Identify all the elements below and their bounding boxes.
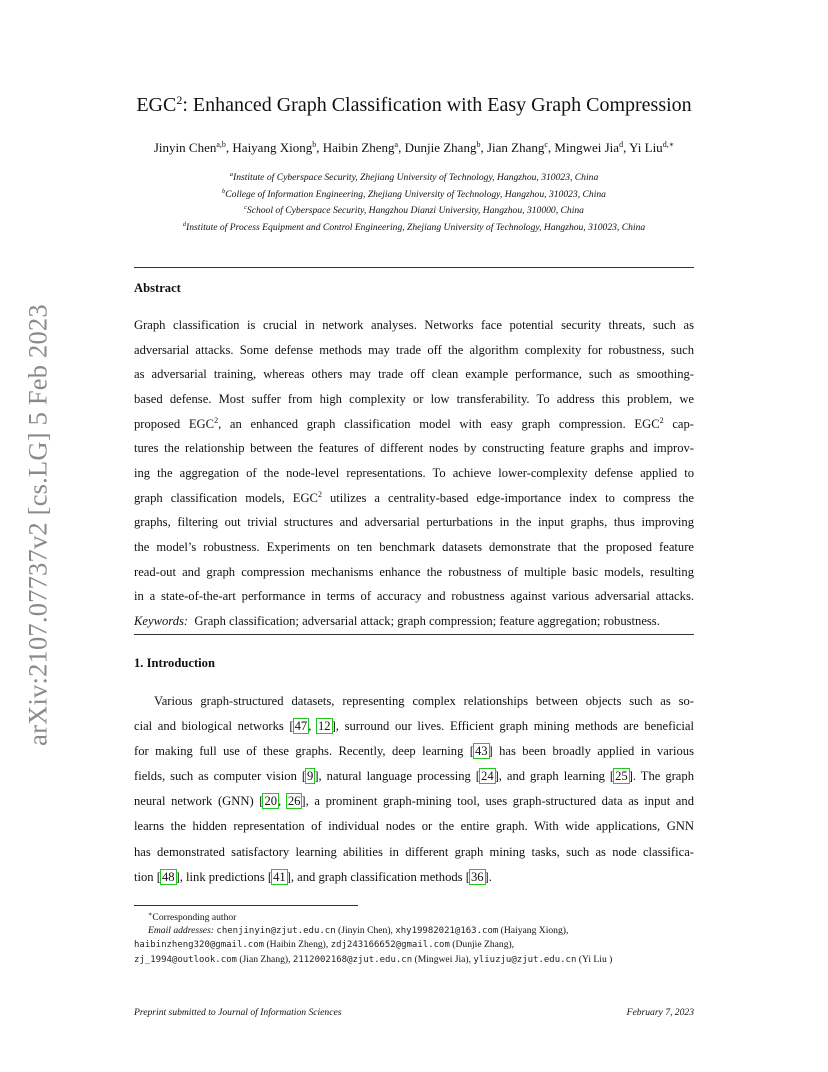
author-affil-mark: a — [394, 140, 399, 149]
abstract-line: the model’s robustness. Experiments on ten benchmark datasets demonstrate that the proposed feature — [134, 539, 694, 554]
abstract-text: utilizes a centrality-based edge-importance index to compress the — [321, 490, 694, 505]
intro-text: , — [278, 794, 287, 809]
citation-link[interactable]: 24 — [481, 769, 494, 784]
footnote-rule — [134, 905, 358, 906]
keywords-text: Graph classification; adversarial attack; graph compression; feature aggregation; robustness. — [194, 613, 660, 628]
author-separator: , — [316, 140, 323, 155]
author-name: Jian Zhang — [486, 140, 545, 155]
date-footer: February 7, 2023 — [626, 1007, 694, 1018]
author-name: Haibin Zheng — [322, 140, 395, 155]
corresponding-author-note — [134, 908, 694, 924]
author-separator: , — [480, 140, 487, 155]
email-line — [134, 938, 694, 952]
affiliation-line — [120, 218, 708, 235]
email-address[interactable]: yliuzju@zjut.edu.cn — [473, 954, 577, 965]
author-separator: , — [623, 140, 630, 155]
email-address[interactable]: 2112002168@zjut.edu.cn — [292, 954, 413, 965]
intro-line — [134, 739, 694, 764]
author-separator: , — [225, 140, 233, 155]
author-name: Haiyang Xiong — [232, 140, 313, 155]
author-affil-mark: d — [619, 140, 624, 149]
introduction-body — [134, 689, 694, 890]
arxiv-identifier-stamp — [13, 290, 63, 760]
author-name: Mingwei Jia — [554, 140, 620, 155]
intro-text: fields, such as computer vision [ — [134, 769, 307, 784]
abstract-body — [134, 313, 694, 634]
email-address[interactable]: zj_1994@outlook.com — [134, 954, 237, 965]
keywords-label: Keywords: — [134, 613, 189, 628]
email-address[interactable]: xhy19982021@163.com — [395, 926, 499, 937]
abstract-superscript: 2 — [659, 415, 664, 425]
email-owner: (Jian Zhang), — [236, 953, 293, 965]
email-line — [134, 924, 694, 938]
author-separator: , — [547, 140, 555, 155]
abstract-line: based defense. Most suffer from high complexity or low transferability. To address this problem, we — [134, 391, 694, 406]
abstract-line — [134, 412, 694, 437]
email-owner: (Mingwei Jia), — [412, 953, 474, 965]
abstract-line: graphs, filtering out trivial structures and adversarial perturbations in the input graphs, thus improving — [134, 515, 694, 530]
intro-line: Various graph-structured datasets, representing complex relationships between objects such as so- — [154, 694, 694, 708]
author-affil-mark: b — [476, 140, 481, 149]
title-text-post: : Enhanced Graph Classification with Easy Graph Compression — [182, 94, 692, 116]
author-affil-mark: d,∗ — [662, 140, 675, 149]
arxiv-identifier-text: arXiv:2107.07737v2 [cs.LG] 5 Feb 2023 — [22, 304, 53, 746]
intro-text: for making full use of these graphs. Recently, deep learning [ — [134, 744, 474, 759]
abstract-line: ing the aggregation of the node-level representations. To achieve lower-complexity defense applied to — [134, 465, 694, 480]
citation-link[interactable]: 25 — [615, 769, 628, 784]
title-superscript: 2 — [176, 93, 183, 107]
affiliation-text: School of Cyberspace Security, Hangzhou Dianzi University, Hangzhou, 310000, China — [246, 205, 584, 217]
citation-link[interactable]: 9 — [307, 769, 314, 784]
abstract-heading: Abstract — [134, 281, 181, 295]
intro-text: ]. — [484, 869, 492, 884]
citation-link[interactable]: 43 — [474, 744, 488, 759]
author-name: Dunjie Zhang — [404, 140, 477, 155]
abstract-superscript: 2 — [317, 489, 322, 499]
affiliation-line — [120, 168, 708, 185]
affiliation-mark: b — [222, 187, 226, 195]
section-heading-introduction: 1. Introduction — [134, 656, 215, 670]
email-owner: (Jinyin Chen), — [335, 925, 396, 937]
intro-line — [134, 789, 694, 814]
intro-text: ] has been broadly applied in various — [488, 744, 694, 759]
intro-line: has demonstrated satisfactory learning abilities in different graph mining tasks, such as node classifica- — [134, 844, 694, 859]
intro-line — [134, 764, 694, 789]
email-owner: (Dunjie Zhang), — [449, 939, 515, 951]
abstract-text: cap- — [663, 416, 694, 431]
author-name: Jinyin Chen — [153, 140, 217, 155]
abstract-superscript: 2 — [214, 415, 219, 425]
affiliation-mark: d — [182, 221, 187, 229]
intro-text: tion [ — [134, 869, 161, 884]
email-address[interactable]: chenjinyin@zjut.edu.cn — [216, 926, 336, 937]
citation-link[interactable]: 20 — [264, 794, 278, 809]
author-separator: , — [398, 140, 405, 155]
keywords-line — [134, 609, 694, 634]
email-label: Email addresses: — [148, 925, 214, 937]
abstract-bottom-rule — [134, 634, 694, 635]
email-owner: (Haiyang Xiong), — [498, 925, 569, 937]
abstract-line: adversarial attacks. Some defense methods may trade off the algorithm complexity for robustness, such — [134, 342, 694, 357]
abstract-text: , an enhanced graph classification model with easy graph compression. EGC — [218, 416, 660, 431]
affiliation-list — [120, 168, 708, 235]
citation-link[interactable]: 26 — [287, 794, 301, 809]
intro-text: ], and graph classification methods [ — [286, 869, 470, 884]
intro-text: , — [308, 719, 317, 734]
citation-link[interactable]: 48 — [161, 869, 175, 884]
abstract-text: graph classification models, EGC — [134, 490, 318, 505]
intro-text: ], link predictions [ — [175, 869, 273, 884]
citation-link[interactable]: 36 — [470, 869, 484, 884]
affiliation-line — [120, 185, 708, 202]
paper-title — [134, 93, 694, 117]
abstract-line: in a state-of-the-art performance in terms of accuracy and robustness against various adversarial attacks. — [134, 589, 694, 604]
affiliation-text: Institute of Cyberspace Security, Zhejiang University of Technology, Hangzhou, 310023, China — [233, 172, 599, 183]
email-address[interactable]: zdj243166652@gmail.com — [330, 940, 450, 951]
intro-text: cial and biological networks [ — [134, 719, 294, 734]
abstract-line: Graph classification is crucial in network analyses. Networks face potential security threats, such as — [134, 318, 694, 332]
intro-line — [134, 865, 694, 890]
intro-text: ], and graph learning [ — [494, 769, 615, 784]
author-affil-mark: c — [544, 140, 548, 149]
intro-line: learns the hidden representation of individual nodes or the entire graph. With wide applications, GNN — [134, 819, 694, 834]
intro-text: neural network (GNN) [ — [134, 794, 264, 809]
intro-text: ], surround our lives. Efficient graph mining methods are beneficial — [331, 719, 694, 734]
footnote — [134, 908, 694, 967]
intro-line — [134, 714, 694, 739]
abstract-text: proposed EGC — [134, 416, 215, 431]
affiliation-text: College of Information Engineering, Zhejiang University of Technology, Hangzhou, 310023, China — [225, 188, 606, 200]
citation-link[interactable]: 41 — [273, 869, 286, 884]
intro-text: ], natural language processing [ — [314, 769, 481, 784]
abstract-line — [134, 486, 694, 511]
affiliation-mark: a — [229, 171, 233, 178]
affiliation-text: Institute of Process Equipment and Control Engineering, Zhejiang University of Technology, Hangzhou, 310023, China — [186, 222, 646, 234]
corresponding-author-text: Corresponding author — [152, 912, 237, 923]
asterisk-mark: ∗ — [148, 911, 153, 918]
email-owner: (Haibin Zheng), — [264, 939, 331, 951]
intro-text: ], a prominent graph-mining tool, uses graph-structured data as input and — [301, 794, 694, 809]
preprint-footer: Preprint submitted to Journal of Information Sciences — [134, 1007, 342, 1018]
email-line — [134, 953, 694, 967]
email-address[interactable]: haibinzheng320@gmail.com — [134, 940, 265, 951]
affiliation-line — [120, 201, 708, 218]
author-list — [120, 140, 708, 156]
abstract-top-rule — [134, 267, 694, 268]
citation-link[interactable]: 12 — [318, 719, 331, 734]
abstract-line: as adversarial training, whereas others may trade off clean example performance, such as smoothing- — [134, 367, 694, 382]
intro-text: ]. The graph — [628, 769, 694, 784]
abstract-line: read-out and graph compression mechanisms enhance the robustness of multiple basic models, resulting — [134, 564, 694, 579]
affiliation-mark: c — [244, 204, 247, 212]
author-name: Yi Liu — [629, 140, 663, 155]
citation-link[interactable]: 47 — [294, 719, 308, 734]
author-affil-mark: b — [312, 140, 317, 149]
email-owner: (Yi Liu ) — [576, 953, 613, 965]
author-affil-mark: a,b — [216, 140, 226, 149]
title-text-pre: EGC — [136, 94, 177, 116]
abstract-line: tures the relationship between the features of different nodes by constructing feature graphs and improv- — [134, 441, 694, 456]
